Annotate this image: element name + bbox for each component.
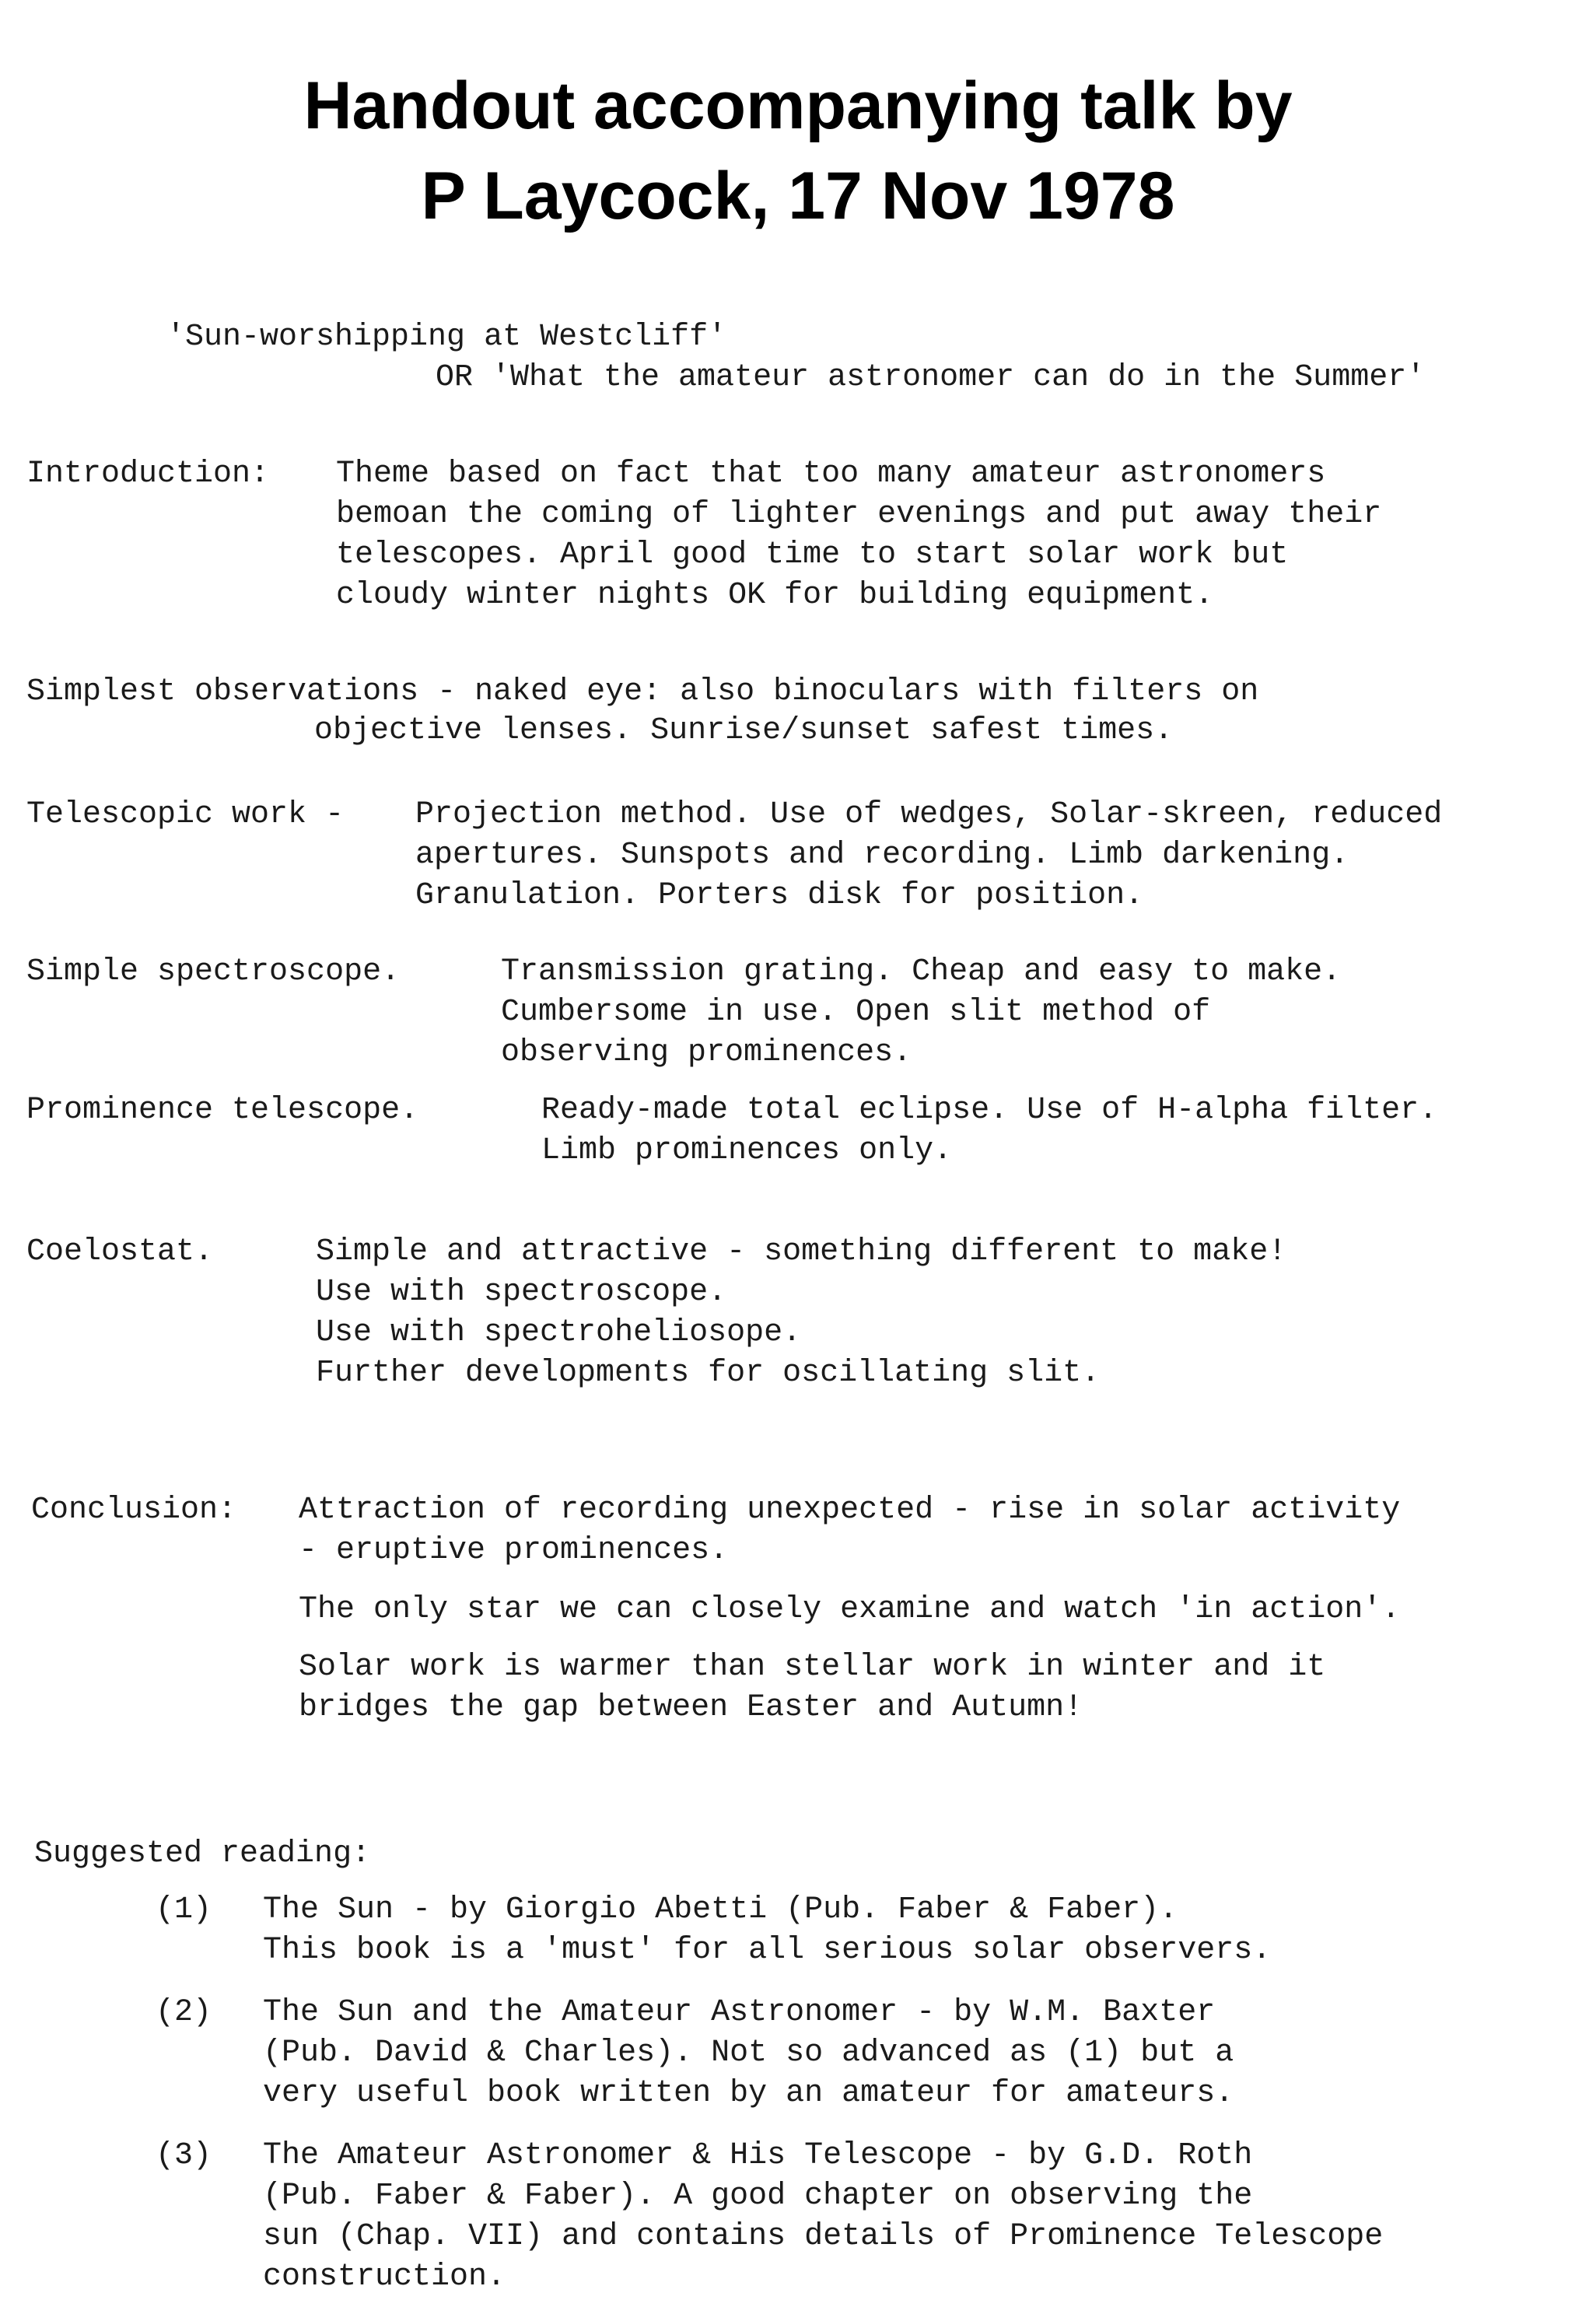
title-line-1: Handout accompanying talk by bbox=[303, 68, 1293, 143]
telescopic-line: Projection method. Use of wedges, Solar-skreen, reduced bbox=[415, 797, 1443, 832]
introduction-label: Introduction: bbox=[26, 457, 270, 492]
conclusion-para-2 bbox=[299, 1590, 1400, 1630]
simplest-observations-line-2: objective lenses. Sunrise/sunset safest times. bbox=[314, 713, 1174, 748]
introduction-line: Theme based on fact that too many amateur astronomers bbox=[336, 457, 1326, 492]
page-title bbox=[0, 61, 1596, 241]
conclusion-line: - eruptive prominences. bbox=[299, 1533, 729, 1568]
reading-line: This book is a 'must' for all serious solar observers. bbox=[263, 1933, 1272, 1968]
telescopic-line: Granulation. Porters disk for position. bbox=[415, 878, 1144, 913]
reading-line: very useful book written by an amateur for amateurs. bbox=[263, 2076, 1234, 2111]
telescopic-work-label: Telescopic work - bbox=[26, 797, 345, 832]
conclusion-para-3 bbox=[299, 1647, 1325, 1728]
prominence-line: Limb prominences only. bbox=[541, 1133, 953, 1168]
reading-item-1 bbox=[263, 1890, 1271, 1971]
coelostat-line: Use with spectroheliosope. bbox=[316, 1315, 802, 1350]
talk-title-line-1: 'Sun-worshipping at Westcliff' bbox=[166, 320, 727, 355]
spectroscope-label: Simple spectroscope. bbox=[26, 954, 401, 989]
coelostat-line: Use with spectroscope. bbox=[316, 1275, 727, 1310]
prominence-line: Ready-made total eclipse. Use of H-alpha filter. bbox=[541, 1093, 1438, 1128]
reading-line: construction. bbox=[263, 2260, 506, 2295]
conclusion-label: Conclusion: bbox=[31, 1493, 237, 1528]
spectroscope-line: Cumbersome in use. Open slit method of bbox=[501, 995, 1211, 1030]
conclusion-line: Attraction of recording unexpected - rise in solar activity bbox=[299, 1493, 1401, 1528]
introduction-line: cloudy winter nights OK for building equipment. bbox=[336, 578, 1214, 613]
coelostat-label: Coelostat. bbox=[26, 1234, 214, 1269]
reading-line: The Sun and the Amateur Astronomer - by W.M. Baxter bbox=[263, 1995, 1216, 2030]
reading-item-number: (1) bbox=[156, 1892, 212, 1927]
talk-title-line-2: OR 'What the amateur astronomer can do in the Summer' bbox=[436, 360, 1426, 395]
simplest-observations-line-1: Simplest observations - naked eye: also binoculars with filters on bbox=[26, 674, 1259, 709]
reading-item-number: (2) bbox=[156, 1995, 212, 2030]
prominence-telescope-label: Prominence telescope. bbox=[26, 1093, 419, 1128]
spectroscope-line: Transmission grating. Cheap and easy to make. bbox=[501, 954, 1342, 989]
telescopic-work-body bbox=[415, 795, 1442, 916]
reading-line: sun (Chap. VII) and contains details of Prominence Telescope bbox=[263, 2219, 1384, 2254]
coelostat-body bbox=[316, 1232, 1286, 1394]
reading-item-number: (3) bbox=[156, 2138, 212, 2173]
reading-item-2 bbox=[263, 1993, 1234, 2114]
telescopic-line: apertures. Sunspots and recording. Limb darkening. bbox=[415, 838, 1349, 873]
reading-item-3 bbox=[263, 2136, 1383, 2298]
introduction-body bbox=[336, 454, 1381, 616]
introduction-line: bemoan the coming of lighter evenings and put away their bbox=[336, 497, 1382, 532]
introduction-line: telescopes. April good time to start solar work but bbox=[336, 537, 1289, 572]
reading-line: The Sun - by Giorgio Abetti (Pub. Faber & Faber). bbox=[263, 1892, 1178, 1927]
coelostat-line: Simple and attractive - something different to make! bbox=[316, 1234, 1287, 1269]
spectroscope-body bbox=[501, 952, 1341, 1073]
coelostat-line: Further developments for oscillating slit. bbox=[316, 1356, 1101, 1391]
title-line-2: P Laycock, 17 Nov 1978 bbox=[421, 159, 1175, 233]
reading-line: (Pub. Faber & Faber). A good chapter on observing the bbox=[263, 2179, 1253, 2214]
conclusion-para-1 bbox=[299, 1490, 1400, 1571]
spectroscope-line: observing prominences. bbox=[501, 1035, 912, 1070]
suggested-reading-heading: Suggested reading: bbox=[34, 1836, 371, 1871]
conclusion-line: Solar work is warmer than stellar work in winter and it bbox=[299, 1650, 1326, 1685]
reading-line: The Amateur Astronomer & His Telescope - by G.D. Roth bbox=[263, 2138, 1253, 2173]
conclusion-line: The only star we can closely examine and watch 'in action'. bbox=[299, 1592, 1401, 1627]
prominence-telescope-body bbox=[541, 1090, 1437, 1171]
reading-line: (Pub. David & Charles). Not so advanced as (1) but a bbox=[263, 2036, 1234, 2071]
conclusion-line: bridges the gap between Easter and Autumn! bbox=[299, 1690, 1083, 1725]
